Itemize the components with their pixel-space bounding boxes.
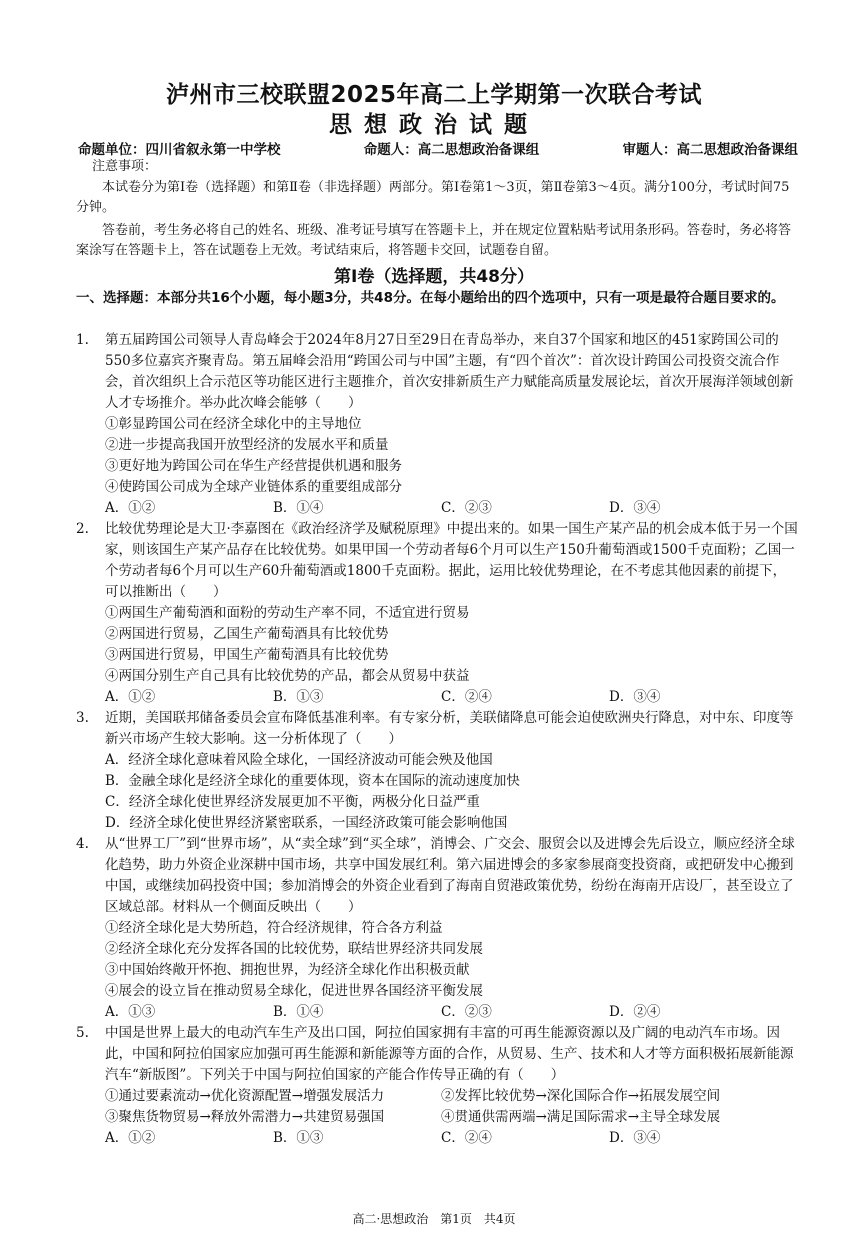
choice-b: B．①④ <box>273 1004 324 1020</box>
question-stem: 第五届跨国公司领导人青岛峰会于2024年8月27日至29日在青岛举办，来自37个国家和地区的451家跨国公司的550多位嘉宾齐聚青岛。第五届峰会沿用“跨国公司与中国”主题，有“四个首次”：首次设计跨国公司投资交流合作会，首次组织上合示范区等功能区进行主题推介，首次安排新质生产力赋能高质量发展论坛，首次开展海洋领域创新人才专场推介。举办此次峰会能够（ ） <box>105 332 794 411</box>
question-stem: 中国是世界上最大的电动汽车生产及出口国，阿拉伯国家拥有丰富的可再生能源资源以及广阔的电动汽车市场。因此，中国和阿拉伯国家应加强可再生能源和新能源等方面的合作，从贸易、生产、技术和人才等方面积极拓展新能源汽车“新版图”。下列关于中国与阿拉伯国家的产能合作传导正确的有（ ） <box>105 1025 794 1083</box>
option-item: ④贯通供需两端→满足国际需求→主导全球发展 <box>441 1109 721 1125</box>
choice-c: C．②③ <box>441 1004 492 1020</box>
choice-a: A．①③ <box>105 1004 156 1020</box>
answer-choices <box>76 498 798 519</box>
choice-a: A．①② <box>105 1130 156 1146</box>
choice-c: C．②④ <box>441 689 492 705</box>
question-2 <box>76 519 798 708</box>
question-stem: 近期，美国联邦储备委员会宣布降低基准利率。有专家分析，美联储降息可能会迫使欧洲央行降息，对中东、印度等新兴市场产生较大影响。这一分析体现了（ ） <box>105 710 794 747</box>
option-item: ③聚焦货物贸易→释放外需潜力→共建贸易强国 <box>105 1109 385 1125</box>
option-item: ④使跨国公司成为全球产业链体系的重要组成部分 <box>105 479 402 495</box>
option-item: ④两国分别生产自己具有比较优势的产品，都会从贸易中获益 <box>105 668 470 684</box>
exam-meta <box>78 138 798 158</box>
question-stem: 从“世界工厂”到“世界市场”，从“卖全球”到“买全球”，消博会、广交会、服贸会以及进博会先后设立，顺应经济全球化趋势，助力外资企业深耕中国市场，共享中国发展红利。第六届进博会的多家参展商变投资商，或把研发中心搬到中国，或继续加码投资中国；参加消博会的外资企业看到了海南自贸港政策优势，纷纷在海南开店设厂，甚至设立了区域总部。材料从一个侧面反映出（ ） <box>105 836 795 915</box>
choice-c: C．②④ <box>441 1130 492 1146</box>
choice-a: A．①② <box>105 500 156 516</box>
exam-title: 泸州市三校联盟2025年高二上学期第一次联合考试 <box>165 82 702 108</box>
option-item: ①彰显跨国公司在经济全球化中的主导地位 <box>105 416 362 432</box>
answer-choices <box>76 1128 798 1149</box>
choice-d: D．②④ <box>609 1004 661 1020</box>
section-title: 第Ⅰ卷（选择题，共48分） <box>334 267 534 287</box>
choice-d: D．③④ <box>609 500 661 516</box>
option-row <box>76 1086 798 1107</box>
question-number: 4. <box>76 836 89 852</box>
question-number: 3. <box>76 710 89 726</box>
question-5 <box>76 1023 798 1149</box>
choice-b: B．①④ <box>273 500 324 516</box>
choice-b: B．①③ <box>273 689 324 705</box>
option-item: ②进一步提高我国开放型经济的发展水平和质量 <box>105 437 389 453</box>
option-item: ②两国进行贸易，乙国生产葡萄酒具有比较优势 <box>105 626 389 642</box>
question-3 <box>76 708 798 834</box>
question-1 <box>76 330 798 519</box>
option-item: A．经济全球化意味着风险全球化，一国经济波动可能会殃及他国 <box>105 752 493 768</box>
exam-reviewer: 审题人：高二思想政治备课组 <box>622 142 798 158</box>
exam-unit: 命题单位：四川省叙永第一中学校 <box>78 142 281 158</box>
question-stem: 比较优势理论是大卫·李嘉图在《政治经济学及赋税原理》中提出来的。如果一国生产某产品的机会成本低于另一个国家，则该国生产某产品存在比较优势。如果甲国一个劳动者每6个月可以生产150升葡萄酒或1500千克面粉；乙国一个劳动者每6个月可以生产60升葡萄酒或1800千克面粉。据此，运用比较优势理论，在不考虑其他因素的前提下，可以推断出（ ） <box>105 521 798 600</box>
option-item: ②经济全球化充分发挥各国的比较优势，联结世界经济共同发展 <box>105 941 483 957</box>
question-number: 5. <box>76 1025 89 1041</box>
option-item: ③更好地为跨国公司在华生产经营提供机遇和服务 <box>105 458 402 474</box>
notice-heading: 注意事项： <box>92 159 158 174</box>
notice-block <box>76 157 796 262</box>
option-item: ①经济全球化是大势所趋，符合经济规律，符合各方利益 <box>105 920 443 936</box>
option-item: ④展会的设立旨在推动贸易全球化，促进世界各国经济平衡发展 <box>105 983 483 999</box>
option-item: C．经济全球化使世界经济发展更加不平衡，两极分化日益严重 <box>105 794 480 810</box>
option-item: ③两国进行贸易，甲国生产葡萄酒具有比较优势 <box>105 647 389 663</box>
option-item: D．经济全球化使世界经济紧密联系，一国经济政策可能会影响他国 <box>105 815 508 831</box>
exam-subtitle: 思想政治试题 <box>329 112 539 138</box>
answer-choices <box>76 1002 798 1023</box>
question-number: 2. <box>76 521 89 537</box>
option-item: ①两国生产葡萄酒和面粉的劳动生产率不同，不适宜进行贸易 <box>105 605 470 621</box>
section-instruction: 一、选择题：本部分共16个小题，每小题3分，共48分。在每小题给出的四个选项中，只有一项是最符合题目要求的。 <box>76 290 785 306</box>
option-item: ①通过要素流动→优化资源配置→增强发展活力 <box>105 1088 385 1104</box>
choice-b: B．①③ <box>273 1130 324 1146</box>
option-item: B．金融全球化是经济全球化的重要体现，资本在国际的流动速度加快 <box>105 773 520 789</box>
option-item: ②发挥比较优势→深化国际合作→拓展发展空间 <box>441 1088 721 1104</box>
question-list <box>76 330 798 1149</box>
notice-paragraph-2: 答卷前，考生务必将自己的姓名、班级、准考证号填写在答题卡上，并在规定位置粘贴考试用条形码。答卷时，务必将答案涂写在答题卡上，答在试题卷上无效。考试结束后，将答题卡交回，试题卷自留。 <box>76 222 792 258</box>
exam-author: 命题人：高二思想政治备课组 <box>363 142 540 158</box>
choice-d: D．③④ <box>609 1130 661 1146</box>
question-number: 1. <box>76 332 89 348</box>
answer-choices <box>76 687 798 708</box>
choice-c: C．②③ <box>441 500 492 516</box>
choice-a: A．①② <box>105 689 156 705</box>
option-item: ③中国始终敞开怀抱、拥抱世界，为经济全球化作出积极贡献 <box>105 962 470 978</box>
choice-d: D．③④ <box>609 689 661 705</box>
notice-paragraph-1: 本试卷分为第Ⅰ卷（选择题）和第Ⅱ卷（非选择题）两部分。第Ⅰ卷第1～3页，第Ⅱ卷第3～4页。满分100分，考试时间75分钟。 <box>76 179 790 215</box>
page-footer: 高二·思想政治 第1页 共4页 <box>352 1212 516 1226</box>
option-row <box>76 1107 798 1128</box>
question-4 <box>76 834 798 1023</box>
